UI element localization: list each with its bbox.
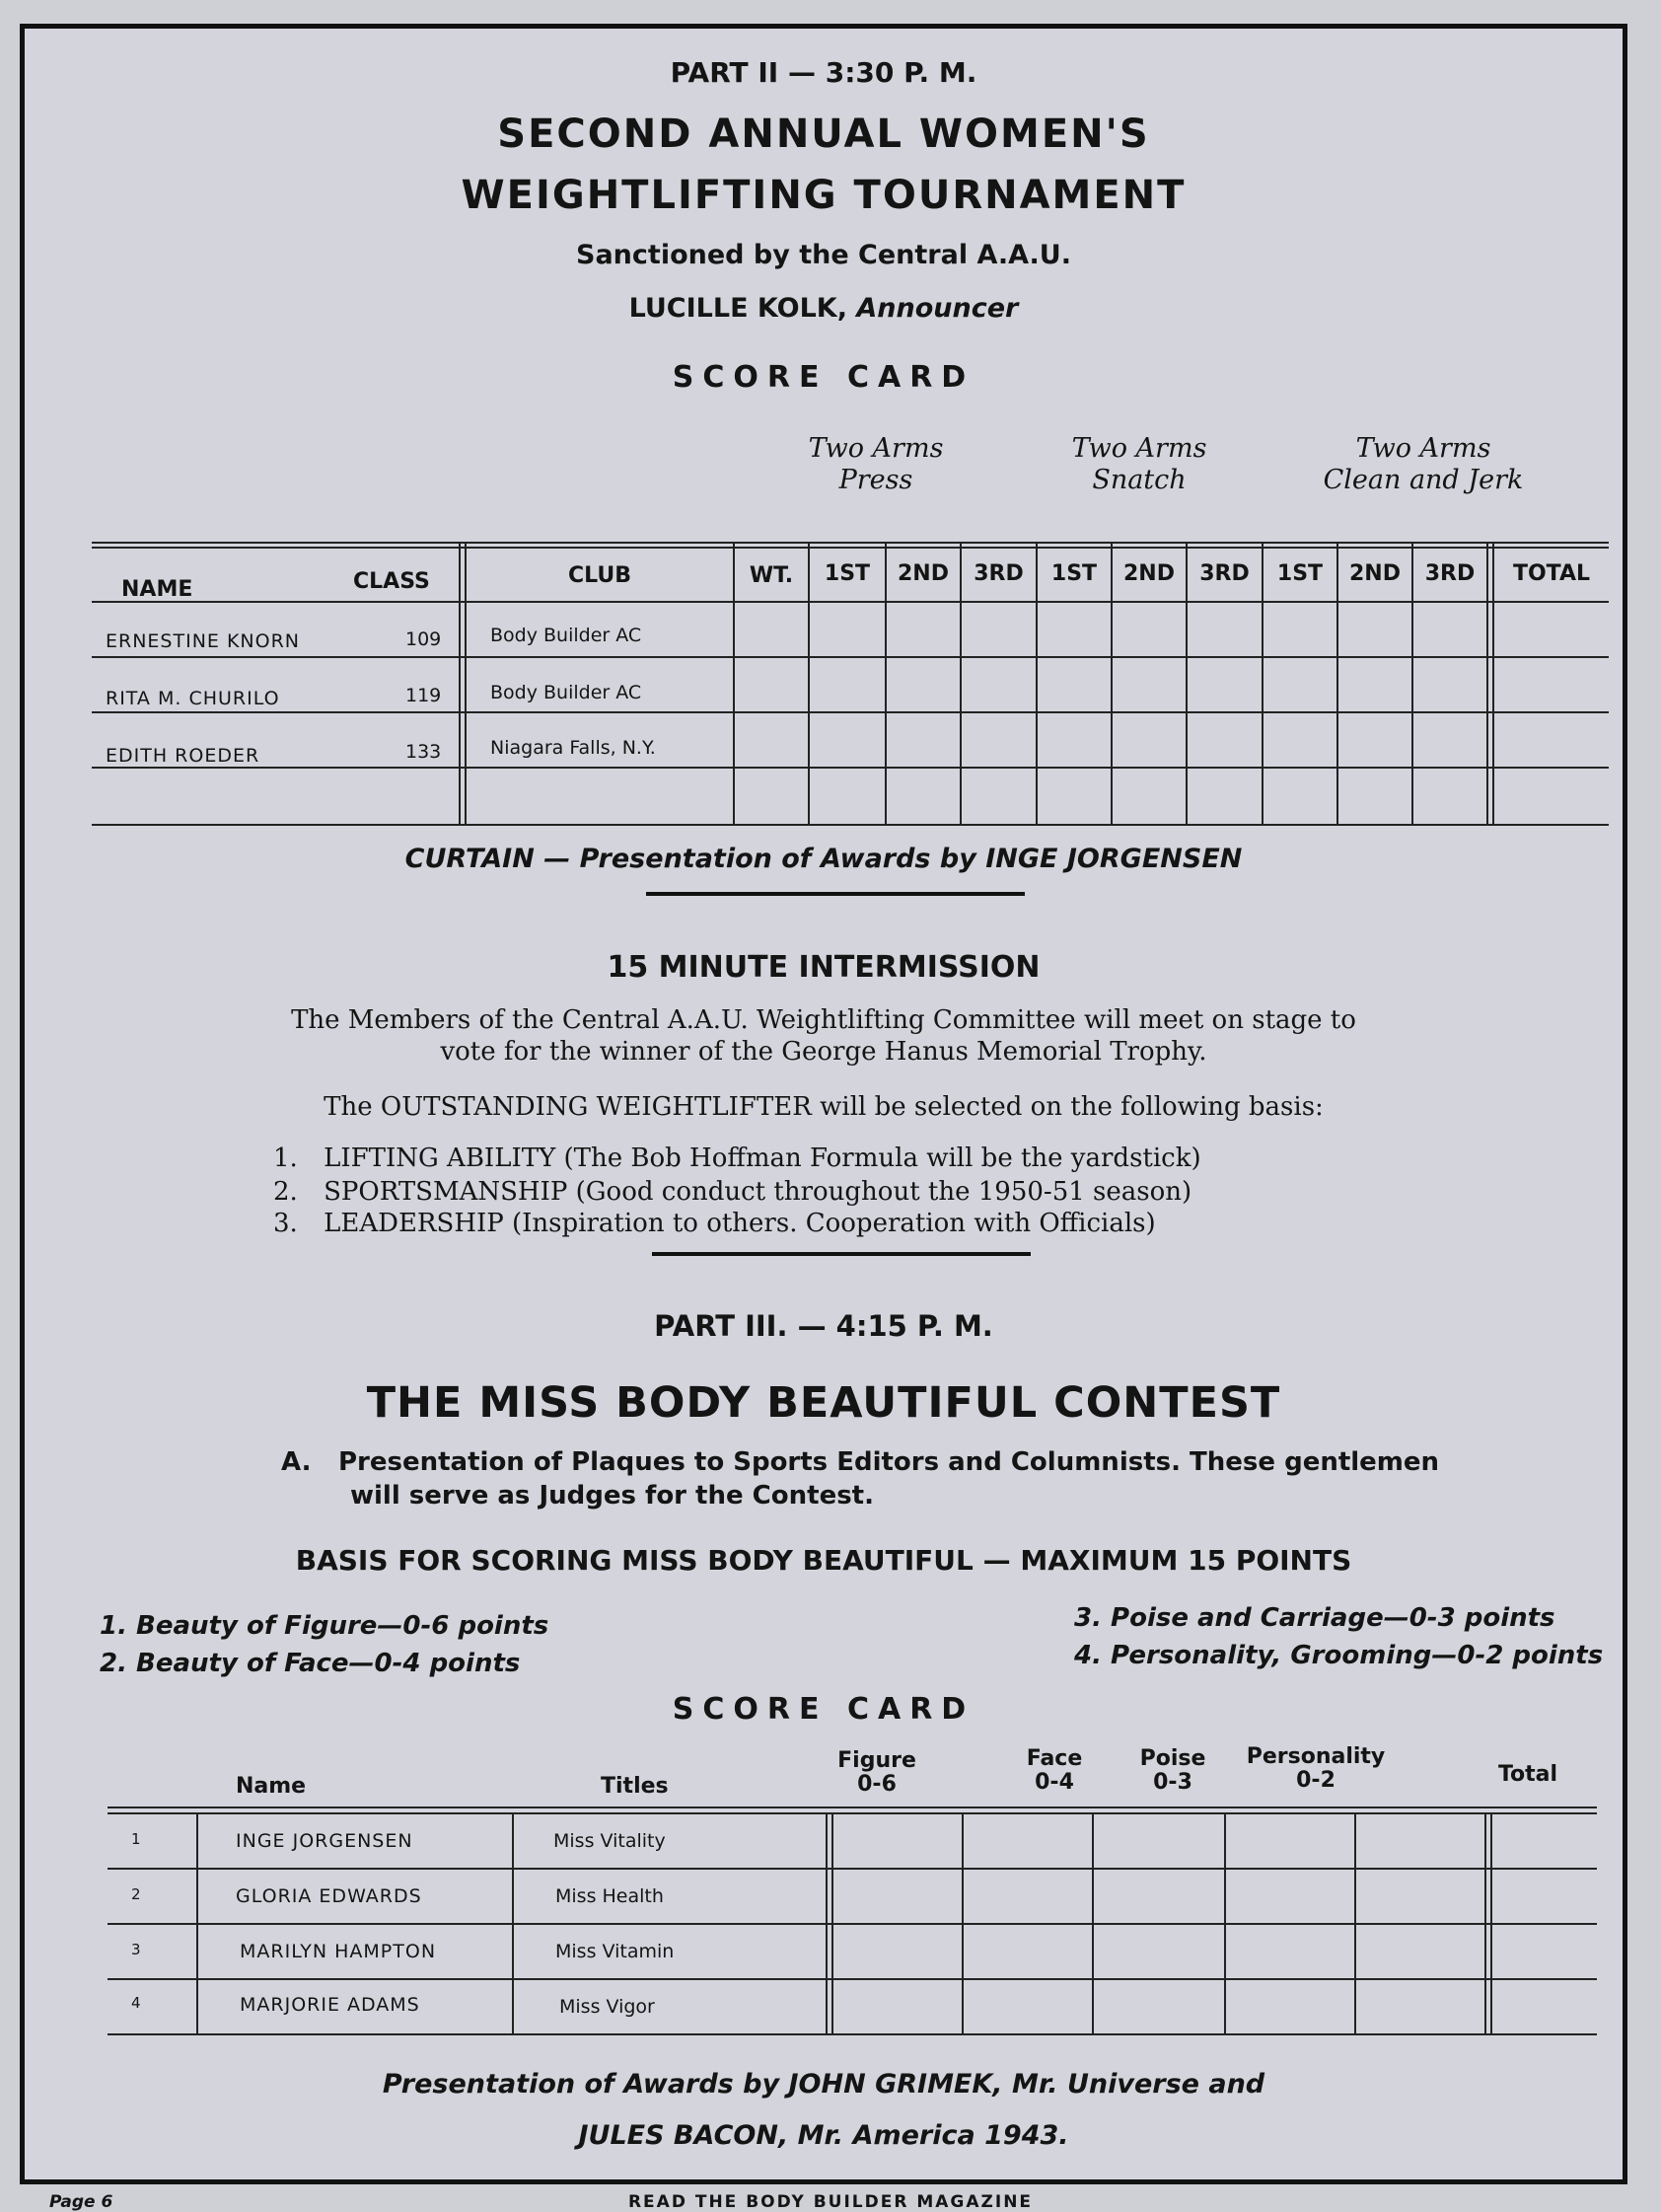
footer-text: READ THE BODY BUILDER MAGAZINE <box>627 2192 1034 2212</box>
announcer-name: LUCILLE KOLK, <box>628 293 847 324</box>
awards-line1: Presentation of Awards by JOHN GRIMEK, Mr. Universe and <box>382 2069 1265 2100</box>
header-attempt: 3RD <box>974 561 1024 586</box>
header-figure <box>798 1749 956 1797</box>
header-face <box>995 1747 1114 1795</box>
table-rule <box>92 767 1609 769</box>
contestant-title: Miss Health <box>555 1885 664 1907</box>
tournament-title-line2: WEIGHTLIFTING TOURNAMENT <box>461 173 1187 218</box>
header-total: TOTAL <box>1512 561 1591 586</box>
lift-group-press <box>748 433 1004 496</box>
table-rule <box>92 547 1609 549</box>
header-name: NAME <box>121 577 193 602</box>
curtain-line: CURTAIN — Presentation of Awards by INGE JORGENSEN <box>404 844 1243 874</box>
table-rule <box>92 711 1609 713</box>
header-label: Poise <box>1139 1746 1206 1771</box>
header-poise <box>1114 1747 1232 1795</box>
lift-group-label: Two Arms <box>808 433 944 464</box>
header-range: 0-3 <box>1153 1770 1192 1795</box>
committee-text-line1: The Members of the Central A.A.U. Weightlifting Committee will meet on stage to <box>291 1005 1356 1035</box>
column-rule <box>1092 1812 1094 2035</box>
program-page <box>20 24 1627 2184</box>
table-rule <box>108 1978 1597 1980</box>
item-a-letter: A. <box>281 1447 312 1477</box>
header-attempt: 2ND <box>898 561 949 586</box>
header-titles: Titles <box>601 1774 669 1799</box>
awards-line2: JULES BACON, Mr. America 1943. <box>578 2120 1069 2151</box>
page-number: Page 6 <box>49 2192 113 2212</box>
contest-title: THE MISS BODY BEAUTIFUL CONTEST <box>366 1378 1281 1428</box>
contestant-name: INGE JORGENSEN <box>236 1830 413 1852</box>
header-label: Face <box>1026 1746 1083 1771</box>
lifter-club: Body Builder AC <box>490 682 642 703</box>
column-rule <box>459 542 461 826</box>
header-range: 0-4 <box>1035 1770 1074 1795</box>
tournament-title-line1: SECOND ANNUAL WOMEN'S <box>497 111 1150 157</box>
announcer-role: Announcer <box>856 293 1019 324</box>
basis-number: 1. <box>273 1143 298 1173</box>
header-range: 0-6 <box>857 1772 897 1797</box>
lifter-name: RITA M. CHURILO <box>106 688 280 709</box>
intermission-heading: 15 MINUTE INTERMISSION <box>607 950 1041 985</box>
header-total: Total <box>1497 1762 1558 1787</box>
item-a-line1: Presentation of Plaques to Sports Editors and Columnists. These gentlemen <box>338 1447 1440 1477</box>
header-attempt: 2ND <box>1349 561 1401 586</box>
contest-score-table <box>108 1745 1597 2041</box>
column-rule <box>1486 542 1488 826</box>
contestant-title: Miss Vitamin <box>555 1941 675 1962</box>
header-club: CLUB <box>567 563 631 588</box>
header-attempt: 2ND <box>1123 561 1175 586</box>
weightlifting-score-table <box>92 542 1609 826</box>
header-class: CLASS <box>353 569 430 594</box>
basis-text: LIFTING ABILITY (The Bob Hoffman Formula will be the yardstick) <box>324 1143 1201 1173</box>
basis-number: 3. <box>273 1209 298 1238</box>
lift-group-label: Two Arms <box>1071 433 1207 464</box>
header-attempt: 1ST <box>1276 561 1324 586</box>
header-attempt: 1ST <box>824 561 871 586</box>
selection-basis-intro: The OUTSTANDING WEIGHTLIFTER will be selected on the following basis: <box>324 1092 1324 1122</box>
sanction-line: Sanctioned by the Central A.A.U. <box>576 240 1071 270</box>
contestant-name: MARILYN HAMPTON <box>240 1941 437 1962</box>
contestant-name: MARJORIE ADAMS <box>240 1994 420 2016</box>
column-rule <box>512 1812 514 2035</box>
header-label: Figure <box>837 1748 916 1773</box>
contestant-number: 1 <box>131 1830 141 1848</box>
part2-heading: PART II — 3:30 P. M. <box>670 56 977 89</box>
table-rule <box>108 1923 1597 1925</box>
basis-text: SPORTSMANSHIP (Good conduct throughout the 1950-51 season) <box>324 1177 1192 1207</box>
basis-item-1 <box>273 1143 1201 1173</box>
lift-group-snatch <box>1011 433 1267 496</box>
table-rule <box>92 601 1609 603</box>
table-rule <box>108 1812 1597 1814</box>
column-rule <box>1490 1812 1492 2035</box>
header-range: 0-2 <box>1296 1768 1336 1793</box>
criterion-personality: 4. Personality, Grooming—0-2 points <box>1074 1641 1604 1670</box>
header-wt: WT. <box>749 563 794 588</box>
lifter-class: 109 <box>405 628 442 650</box>
lifter-class: 119 <box>405 685 442 706</box>
basis-item-3 <box>273 1209 1156 1238</box>
contestant-number: 2 <box>131 1885 141 1903</box>
contestant-title: Miss Vigor <box>559 1996 655 2018</box>
column-rule <box>1484 1812 1486 2035</box>
contestant-number: 3 <box>131 1941 141 1958</box>
table-rule <box>108 1806 1597 1808</box>
section-divider <box>646 892 1025 896</box>
header-label: Personality <box>1246 1744 1386 1769</box>
header-name: Name <box>236 1774 307 1799</box>
header-attempt: 3RD <box>1424 561 1476 586</box>
lifter-club: Niagara Falls, N.Y. <box>490 737 656 759</box>
lift-group-label: Clean and Jerk <box>1323 465 1524 495</box>
column-rule <box>1354 1812 1356 2035</box>
contestant-number: 4 <box>131 1994 141 2012</box>
criterion-figure: 1. Beauty of Figure—0-6 points <box>100 1611 549 1641</box>
lifter-name: ERNESTINE KNORN <box>106 630 300 652</box>
lifter-class: 133 <box>405 741 442 763</box>
column-rule <box>196 1812 198 2035</box>
lifter-club: Body Builder AC <box>490 625 642 646</box>
lifter-name: EDITH ROEDER <box>106 745 260 767</box>
header-personality <box>1222 1745 1409 1793</box>
lift-group-label: Press <box>838 465 913 495</box>
criterion-poise: 3. Poise and Carriage—0-3 points <box>1074 1603 1555 1633</box>
item-a-line2: will serve as Judges for the Contest. <box>350 1481 874 1511</box>
basis-text: LEADERSHIP (Inspiration to others. Cooperation with Officials) <box>324 1209 1156 1238</box>
table-rule <box>92 542 1609 544</box>
header-attempt: 1ST <box>1050 561 1098 586</box>
contestant-name: GLORIA EDWARDS <box>236 1885 422 1907</box>
committee-text-line2: vote for the winner of the George Hanus Memorial Trophy. <box>440 1037 1207 1067</box>
column-rule <box>962 1812 964 2035</box>
basis-item-2 <box>273 1177 1192 1207</box>
basis-number: 2. <box>273 1177 298 1207</box>
lift-group-label: Snatch <box>1092 465 1187 495</box>
score-card-heading: SCORE CARD <box>672 360 975 395</box>
table-rule <box>108 1868 1597 1870</box>
column-rule <box>1224 1812 1226 2035</box>
announcer-line <box>25 293 1623 324</box>
table-rule <box>92 824 1609 826</box>
score-card-heading: SCORE CARD <box>672 1692 975 1727</box>
part3-heading: PART III. — 4:15 P. M. <box>654 1309 993 1343</box>
table-rule <box>92 656 1609 658</box>
column-rule <box>826 1812 828 2035</box>
header-attempt: 3RD <box>1199 561 1250 586</box>
column-rule <box>831 1812 833 2035</box>
section-divider <box>652 1252 1031 1256</box>
lift-group-clean-and-jerk <box>1275 433 1571 496</box>
criterion-face: 2. Beauty of Face—0-4 points <box>100 1649 521 1678</box>
table-rule <box>108 2033 1597 2035</box>
lift-group-label: Two Arms <box>1355 433 1491 464</box>
scoring-basis-heading: BASIS FOR SCORING MISS BODY BEAUTIFUL — MAXIMUM 15 POINTS <box>295 1544 1352 1577</box>
contestant-title: Miss Vitality <box>553 1830 666 1852</box>
